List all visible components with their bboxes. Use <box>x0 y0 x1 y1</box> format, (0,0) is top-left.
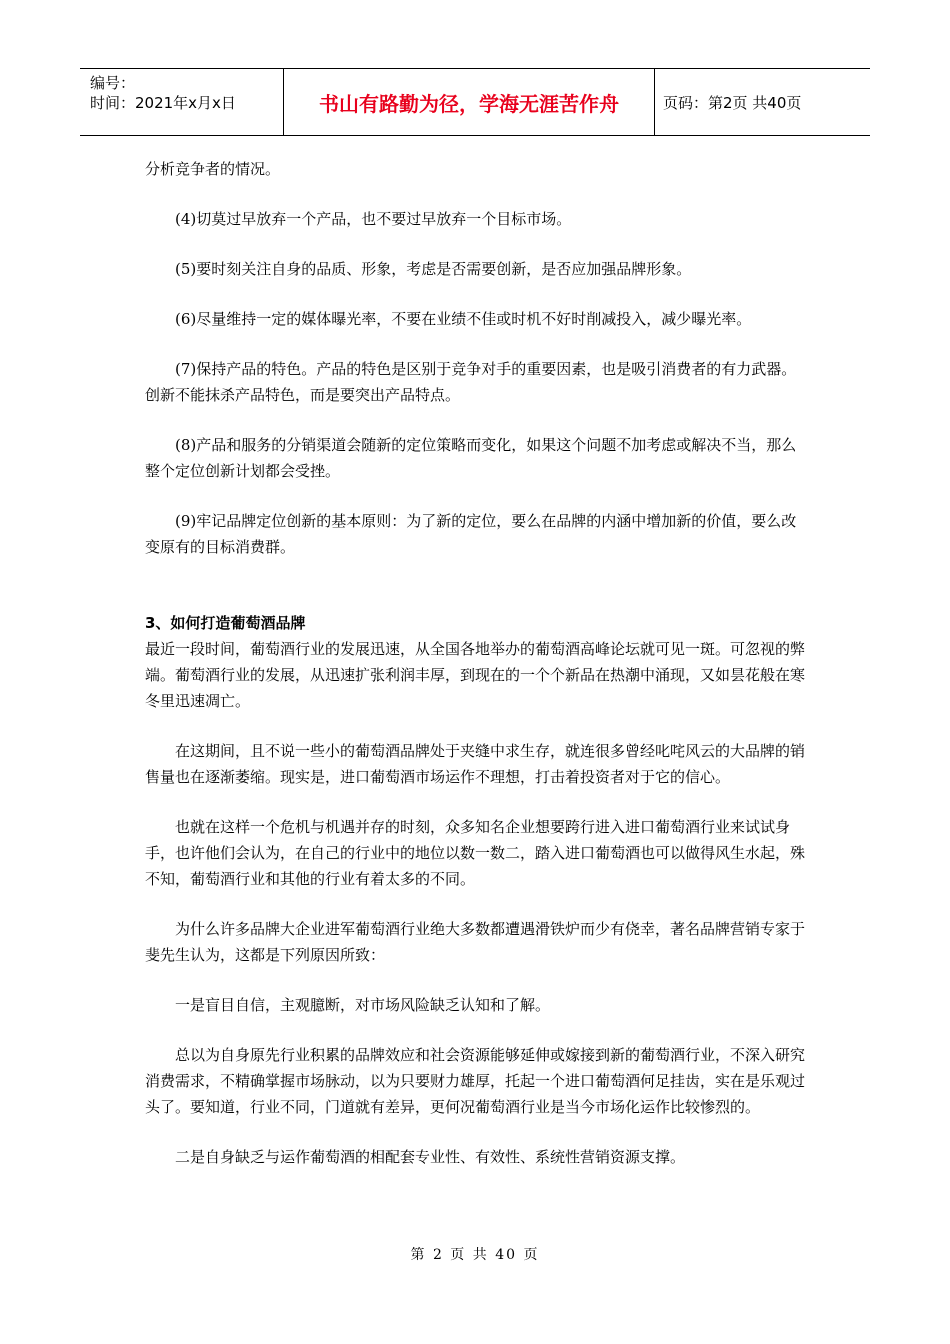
document-number-label: 编号： <box>90 74 136 92</box>
page-header <box>80 68 870 136</box>
page-footer: 第 2 页 共 40 页 <box>410 1247 540 1263</box>
paragraph: 在这期间，且不说一些小的葡萄酒品牌处于夹缝中求生存，就连很多曾经叱咤风云的大品牌的销售量也在逐渐萎缩。现实是，进口葡萄酒市场运作不理想，打击着投资者对于它的信心。 <box>145 742 806 786</box>
paragraph: (9)牢记品牌定位创新的基本原则：为了新的定位，要么在品牌的内涵中增加新的价值，要么改变原有的目标消费群。 <box>145 512 797 556</box>
document-time-label: 时间：2021年x月x日 <box>90 94 236 112</box>
paragraph: 也就在这样一个危机与机遇并存的时刻，众多知名企业想要跨行进入进口葡萄酒行业来试试身手，也许他们会认为，在自己的行业中的地位以数一数二，踏入进口葡萄酒也可以做得风生水起，殊不知，葡萄酒行业和其他的行业有着太多的不同。 <box>145 818 806 888</box>
paragraph: 为什么许多品牌大企业进军葡萄酒行业绝大多数都遭遇滑铁炉而少有侥幸，著名品牌营销专家于斐先生认为，这都是下列原因所致： <box>145 920 806 964</box>
paragraph: (8)产品和服务的分销渠道会随新的定位策略而变化，如果这个问题不加考虑或解决不当，那么整个定位创新计划都会受挫。 <box>145 436 797 480</box>
paragraph: 最近一段时间，葡萄酒行业的发展迅速，从全国各地举办的葡萄酒高峰论坛就可见一斑。可忽视的弊端。葡萄酒行业的发展，从迅速扩张利润丰厚，到现在的一个个新品在热潮中涌现，又如昙花般在寒冬里迅速凋亡。 <box>145 640 806 710</box>
paragraph: 一是盲目自信，主观臆断，对市场风险缺乏认知和了解。 <box>175 996 551 1014</box>
section-heading: 3、如何打造葡萄酒品牌 <box>145 614 306 632</box>
paragraph: (6)尽量维持一定的媒体曝光率，不要在业绩不佳或时机不好时削减投入，减少曝光率。 <box>175 310 752 328</box>
paragraph: 总以为自身原先行业积累的品牌效应和社会资源能够延伸或嫁接到新的葡萄酒行业，不深入研究消费需求，不精确掌握市场脉动，以为只要财力雄厚，托起一个进口葡萄酒何足挂齿，实在是乐观过头了。要知道，行业不同，门道就有差异，更何况葡萄酒行业是当今市场化运作比较惨烈的。 <box>145 1046 806 1116</box>
paragraph: (5)要时刻关注自身的品质、形象，考虑是否需要创新，是否应加强品牌形象。 <box>175 260 692 278</box>
header-motto: 书山有路勤为径，学海无涯苦作舟 <box>283 69 655 135</box>
paragraph: (7)保持产品的特色。产品的特色是区别于竞争对手的重要因素，也是吸引消费者的有力武器。创新不能抹杀产品特色，而是要突出产品特点。 <box>145 360 797 404</box>
paragraph: 分析竞争者的情况。 <box>145 160 281 178</box>
paragraph: 二是自身缺乏与运作葡萄酒的相配套专业性、有效性、系统性营销资源支撑。 <box>175 1148 686 1166</box>
paragraph: (4)切莫过早放弃一个产品，也不要过早放弃一个目标市场。 <box>175 210 572 228</box>
header-meta <box>80 69 283 135</box>
document-body <box>145 156 810 1194</box>
header-page-info: 页码：第2页 共40页 <box>663 93 802 112</box>
